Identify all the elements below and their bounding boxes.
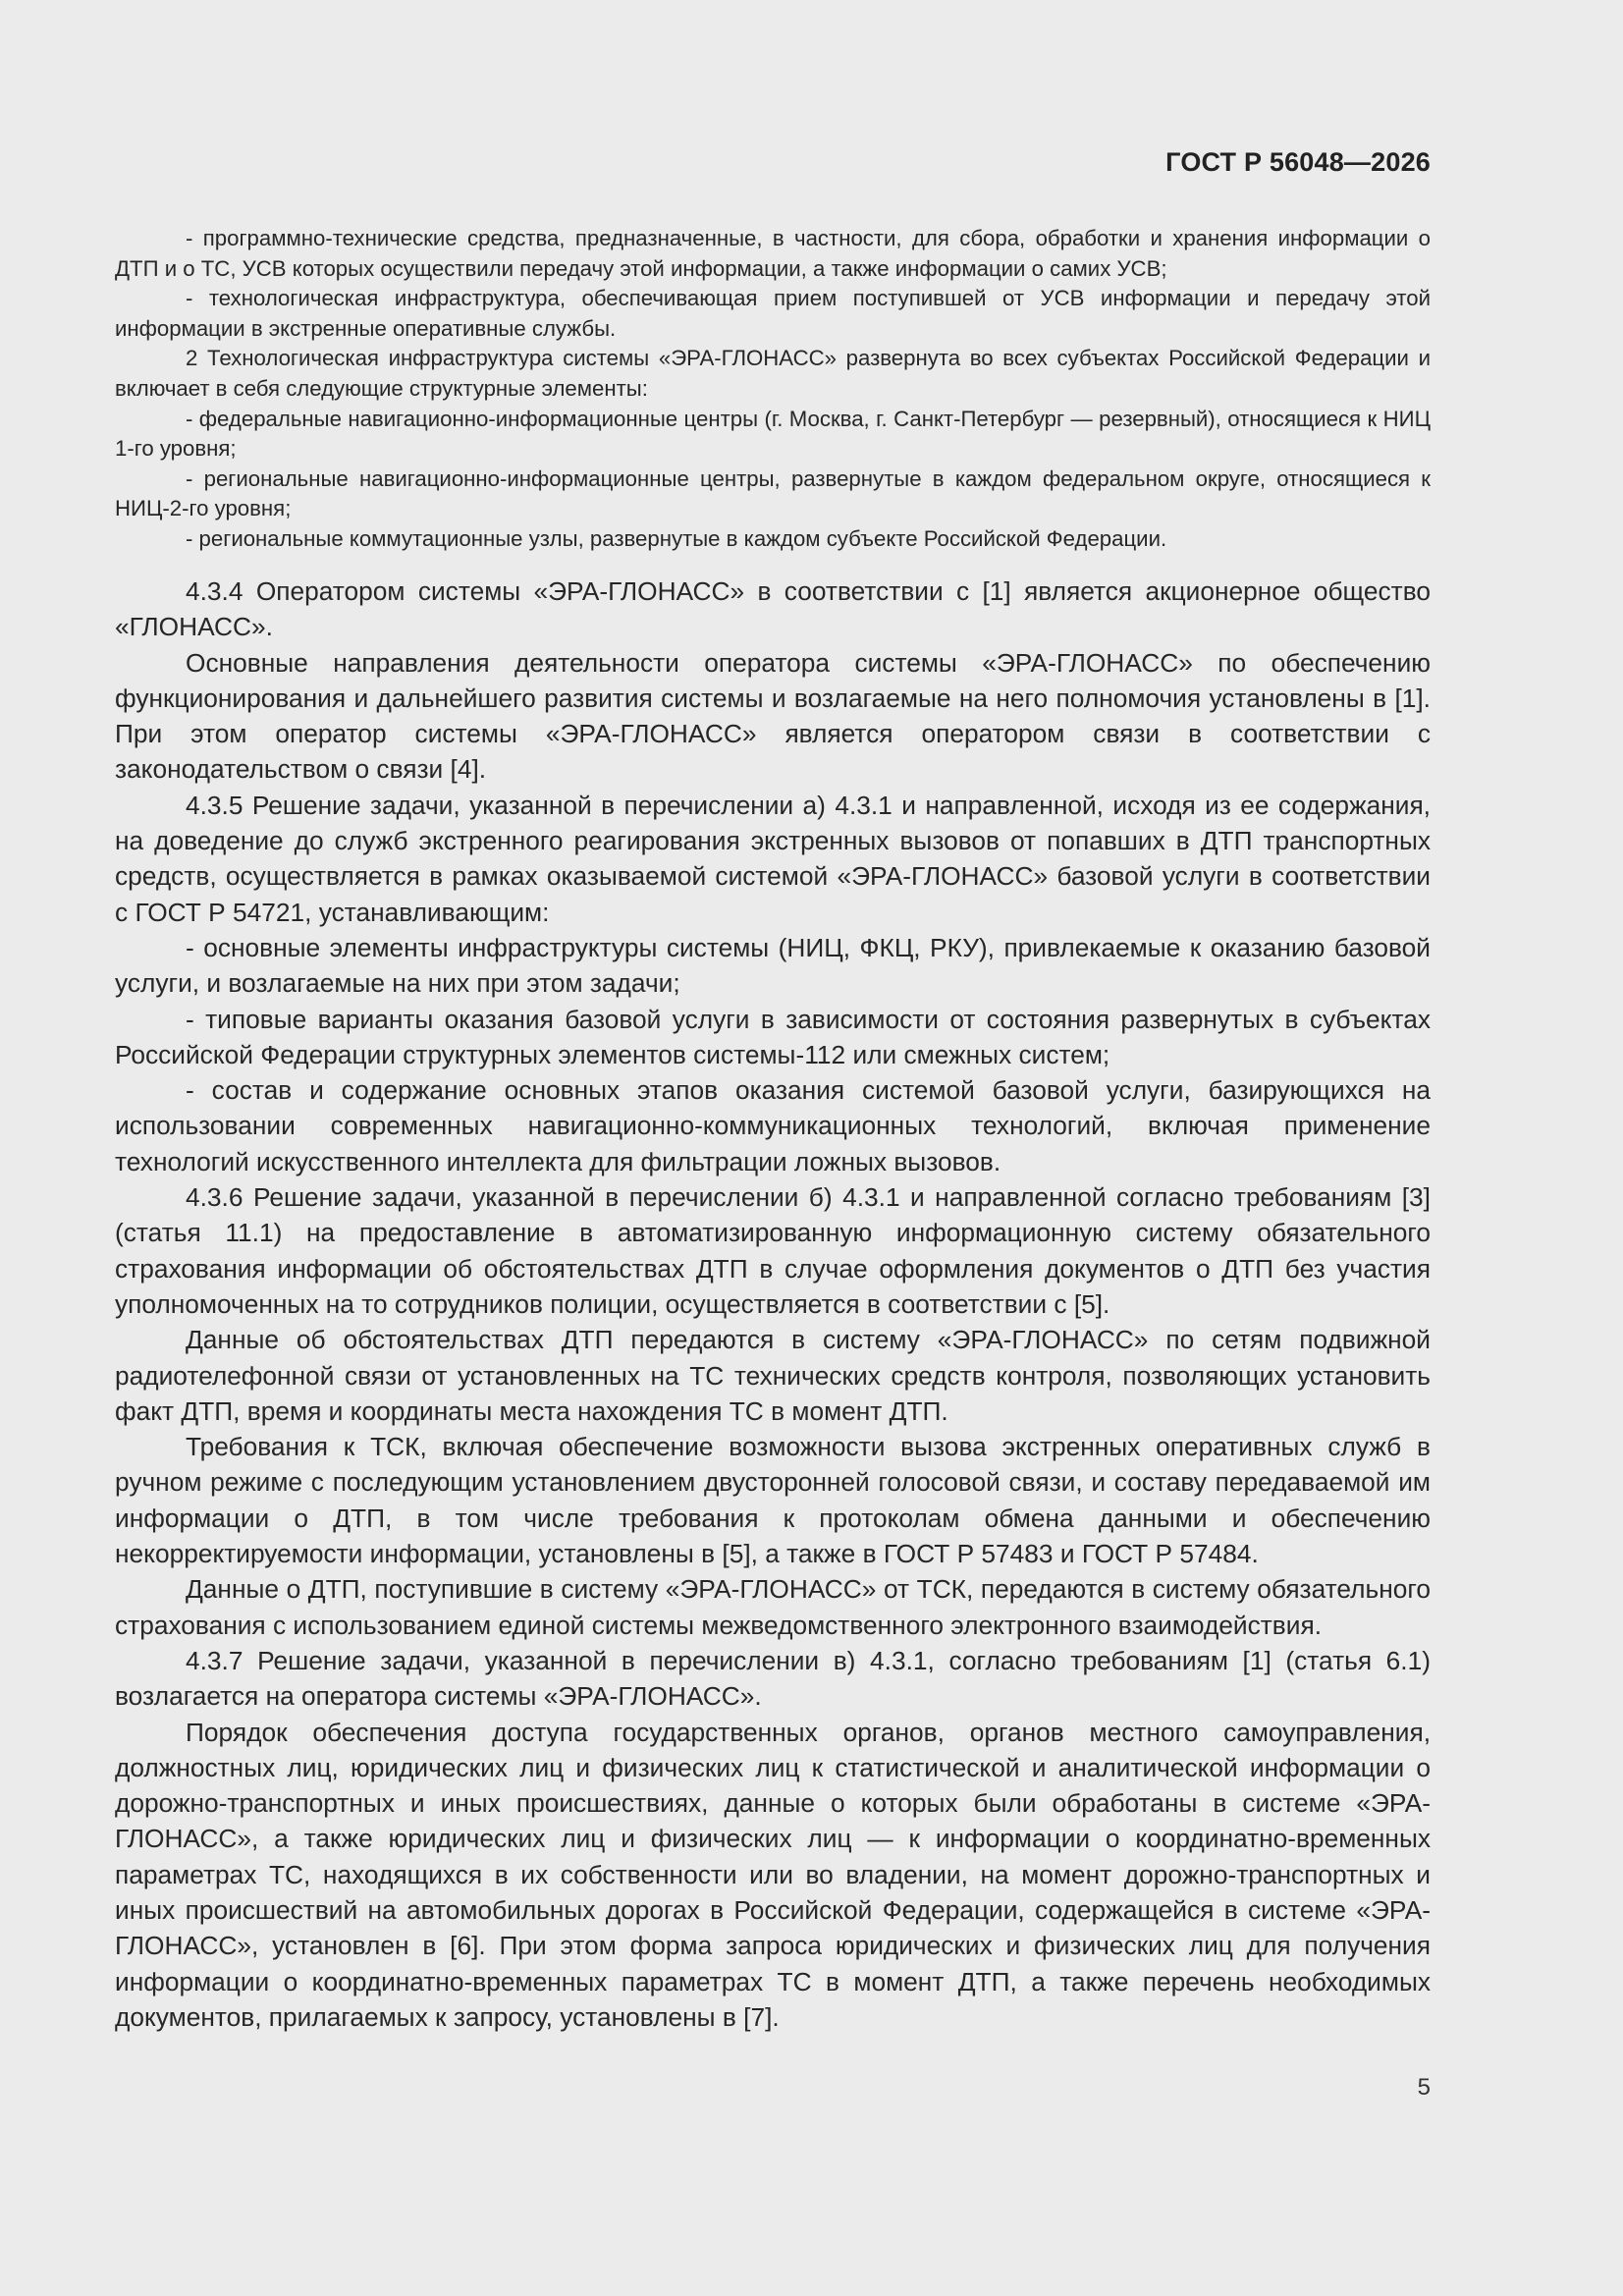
clause-4-3-7: 4.3.7 Решение задачи, указанной в перечислении в) 4.3.1, согласно требованиям [1] (статья 6.1) возлагается на оператора системы «ЭРА-ГЛОНАСС». [115,1645,1431,1712]
list-item: - основные элементы инфраструктуры системы (НИЦ, ФКЦ, РКУ), привлекаемые к оказанию базовой услуги, и возлагаемые на них при этом задачи; [115,932,1431,999]
note-block [115,224,1431,555]
list-item: - состав и содержание основных этапов оказания системой базовой услуги, базирующихся на использовании современных навигационно-коммуникационных технологий, включая применение технологий искусственного интеллекта для фильтрации ложных вызовов. [115,1075,1431,1176]
clause-4-3-4: 4.3.4 Оператором системы «ЭРА-ГЛОНАСС» в соответствии с [1] является акционерное общество «ГЛОНАСС». [115,576,1431,642]
body-paragraph: Порядок обеспечения доступа государственных органов, органов местного самоуправления, должностных лиц, юридических лиц и физических лиц к статистической и аналитической информации о дорожно-транспортных и иных происшествиях, данные о которых были обработаны в системе «ЭРА-ГЛОНАСС», а также юридических лиц и физических лиц — к информации о координатно-временных параметрах ТС, находящихся в их собственности или во владении, на момент дорожно-транспортных и иных происшествий на автомобильных дорогах в Российской Федерации, содержащейся в системе «ЭРА-ГЛОНАСС», установлен в [6]. При этом форма запроса юридических и физических лиц для получения информации о координатно-временных параметрах ТС в момент ДТП, а также перечень необходимых документов, прилагаемых к запросу, установлены в [7]. [115,1717,1431,2032]
note-paragraph: - технологическая инфраструктура, обеспечивающая прием поступившей от УСВ информации и передачу этой информации в экстренные оперативные службы. [115,286,1431,341]
list-item: - типовые варианты оказания базовой услуги в зависимости от состояния развернутых в субъектах Российской Федерации структурных элементов системы-112 или смежных систем; [115,1004,1431,1069]
clause-4-3-6: 4.3.6 Решение задачи, указанной в перечислении б) 4.3.1 и направленной согласно требованиям [3] (статья 11.1) на предоставление в автоматизированную информационную систему обязательного страхования информации об обстоятельствах ДТП в случае оформления документов о ДТП без участия уполномоченных на то сотрудников полиции, осуществляется в соответствии с [5]. [115,1182,1431,1319]
document-code-header: ГОСТ Р 56048—2026 [1165,147,1431,177]
page-number: 5 [1417,2074,1431,2101]
note-paragraph: - программно-технические средства, предназначенные, в частности, для сбора, обработки и хранения информации о ДТП и о ТС, УСВ которых осуществили передачу этой информации, а также информации о самих УСВ; [115,226,1431,281]
body-paragraph: Требования к ТСК, включая обеспечение возможности вызова экстренных оперативных служб в ручном режиме с последующим установлением двусторонней голосовой связи, и составу передаваемой им информации о ДТП, в том числе требования к протоколам обмена данными и обеспечению некорректируемости информации, установлены в [5], а также в ГОСТ Р 57483 и ГОСТ Р 57484. [115,1432,1431,1569]
body-paragraph: Данные о ДТП, поступившие в систему «ЭРА-ГЛОНАСС» от ТСК, передаются в систему обязательного страхования с использованием единой системы межведомственного электронного взаимодействия. [115,1574,1431,1640]
clause-4-3-5: 4.3.5 Решение задачи, указанной в перечислении а) 4.3.1 и направленной, исходя из ее содержания, на доведение до служб экстренного реагирования экстренных вызовов от попавших в ДТП транспортных средств, осуществляется в рамках оказываемой системой «ЭРА-ГЛОНАСС» базовой услуги в соответствии с ГОСТ Р 54721, устанавливающим: [115,790,1431,927]
body-paragraph: Данные об обстоятельствах ДТП передаются в систему «ЭРА-ГЛОНАСС» по сетям подвижной радиотелефонной связи от установленных на ТС технических средств контроля, позволяющих установить факт ДТП, время и координаты места нахождения ТС в момент ДТП. [115,1325,1431,1426]
note-paragraph: - региональные коммутационные узлы, развернутые в каждом субъекте Российской Федерации. [186,525,1167,551]
note-paragraph: 2 Технологическая инфраструктура системы «ЭРА-ГЛОНАСС» развернута во всех субъектах Российской Федерации и включает в себя следующие структурные элементы: [115,346,1431,401]
body-paragraph: Основные направления деятельности оператора системы «ЭРА-ГЛОНАСС» по обеспечению функционирования и дальнейшего развития системы и возлагаемые на него полномочия установлены в [1]. При этом оператор системы «ЭРА-ГЛОНАСС» является оператором связи в соответствии с законодательством о связи [4]. [115,647,1431,785]
note-paragraph: - региональные навигационно-информационные центры, развернутые в каждом федеральном округе, относящиеся к НИЦ-2-го уровня; [115,465,1431,521]
note-paragraph: - федеральные навигационно-информационные центры (г. Москва, г. Санкт-Петербург — резервный), относящиеся к НИЦ 1-го уровня; [115,406,1431,462]
main-text-block [115,574,1431,2035]
